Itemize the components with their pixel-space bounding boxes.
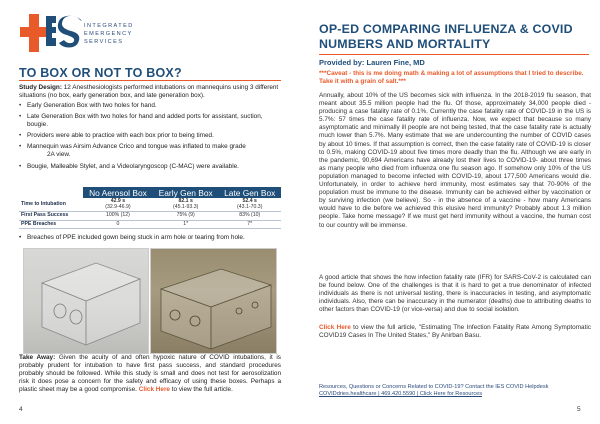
table-row-label: PPE Breaches (19, 220, 83, 229)
paragraph (319, 324, 591, 340)
ppe-breach-note: • Breaches of PPE included gown being stuck in arm hole or tearing from hole. (19, 234, 281, 242)
right-page (300, 0, 600, 424)
table-row-label: Time to Intubation (19, 198, 83, 212)
paragraph: A good article that shows the how infection fatality rate (IFR) for SARS-CoV-2 is calculated can be found below. One of the challenges is that it is hard to get a true denominator of infected individuals as there is not universal testing, there is inaccuracies in testing, and asymptomatic individuals. Also, there can be inaccuracy in the numerator (deaths) due to attributing deaths to other factors than COVID-19 (or vice-versa) and due to social isolation. (319, 274, 591, 314)
paragraph-text: to view the full article, "Estimating The Infection Fatality Rate Among Symptomatic COVID19 Cases In The United States," By Anirban Basu. (319, 324, 591, 340)
logo-line: EMERGENCY (84, 31, 133, 37)
table-header: No Aerosol Box (83, 187, 153, 198)
acrylic-box-icon (24, 249, 149, 354)
table-header: Early Gen Box (153, 187, 219, 198)
study-text: 12 Anesthesiologists performed intubations on mannequins using 3 different situations (no box, early generation box, and late generation box). (19, 84, 279, 100)
table-cell (83, 198, 153, 212)
table-cell: 75% (9) (153, 212, 219, 221)
early-gen-box-photo (23, 248, 149, 354)
study-design (19, 84, 281, 100)
left-title: TO BOX OR NOT TO BOX? (19, 66, 182, 80)
late-gen-box-photo (150, 248, 277, 354)
study-bullets (19, 102, 281, 174)
logo-line: SERVICES (84, 39, 124, 45)
table-cell: 0 (83, 220, 153, 229)
table-header: Late Gen Box (218, 187, 281, 198)
table-cell: 100% (12) (83, 212, 153, 221)
cell-range: (45.1-93.3) (172, 203, 199, 210)
logo-line: INTEGRATED (84, 23, 134, 29)
cell-value: 42.9 s (110, 198, 126, 204)
title-divider (319, 54, 589, 55)
table-cell (153, 198, 219, 212)
paragraph: Annually, about 10% of the US becomes sick with influenza. In the 2018-2019 flu season, that meant about 35.5 million people had the flu. Of those, approximately 34,000 people died - producing a case fatality rate of 0.1%. Currently the case fatality rate of COVID-19 in the US is 5.7%: 57 times the case fatality rate of influenza. Now, we expect that because so many asymptomatic and minimally ill people are not being tested, that the case fatality rate is actually much lower than 5.7%. Many estimate that we are undercounting the number of COVID cases by about 10 times. If that assumption is correct, then the case fatality rate of COVID-19 is closer to 0.5%, making COVID-19 about five times more deadly than the flu. Although we are early in the pandemic, 90,694 Americans have already lost their lives to COVID-19- about three times as many people who died from influenza one flu season ago. If somehow only 10% of the US population managed to become infected with COVID-19, about 177,500 Americans would die. Unfortunately, in order to achieve herd immunity, most estimates say that 70-90% of the population must be immune to the disease. Immunity can be achieved either by vaccination or by surviving infection (we believe). So - in the absence of a vaccine - how many Americans would have to die before we achieved this elusive herd immunity? Probably about 1.3 million people. Take home message? If we must get herd immunity without a vaccine, the human cost to our country will be immense. (319, 92, 591, 229)
table-row (19, 220, 281, 229)
list-item-text: Mannequin was Airsim Advance Crico and tongue was inflated to make grade (27, 143, 246, 151)
list-item: • Providers were able to practice with each box prior to being timed. (19, 132, 281, 140)
ies-logo-mark-icon (20, 8, 82, 58)
caveat: ***Caveat - this is me doing math & making a lot of assumptions that I tried to describe. Take it with a grain of salt.*** (319, 70, 584, 85)
table-row (19, 198, 281, 212)
list-item: • Late Generation Box with two holes for hand and added ports for assistant, suction, bougie. (19, 113, 281, 129)
table-cell: 1* (153, 220, 219, 229)
take-away (19, 354, 281, 394)
ies-logo (20, 8, 180, 58)
list-item: • Bougie, Malleable Stylet, and a Videolaryngoscop (C-MAC) were available. (19, 163, 281, 171)
cell-range: (32.9-46.9) (105, 203, 131, 210)
list-item-continuation: 2A view. (47, 151, 71, 159)
footer (319, 384, 591, 398)
table-header-row (19, 187, 281, 198)
takeaway-tail: to view the full article. (169, 386, 233, 394)
list-item: • Early Generation Box with two holes for hand. (19, 102, 281, 110)
page-number: 4 (19, 406, 23, 413)
article-link[interactable]: Click Here (319, 324, 351, 331)
acrylic-box-ports-icon (151, 249, 277, 354)
takeaway-text: Given the acuity of and often hypoxic nature of COVID intubations, it is probably prudent for intubation to have first pass success, and standard procedures probably should be followed. While this study is small and does not test for aerosolization risk it does pose a concern for the safety and efficacy of using these boxes. Perhaps a plastic sheet may be a good compromise. (19, 354, 281, 394)
footer-line: Resources, Questions or Concerns Related to COVID-19? Contact the IES COVID Helpdesk (319, 384, 549, 390)
table-cell: 7* (218, 220, 281, 229)
table-cell: 83% (10) (218, 212, 281, 221)
cell-value: 82.1 s (178, 198, 193, 204)
table-row (19, 212, 281, 221)
takeaway-label: Take Away: (19, 354, 56, 361)
page-number: 5 (577, 406, 581, 413)
right-title: OP-ED COMPARING INFLUENZA & COVID NUMBERS AND MORTALITY (319, 22, 573, 51)
cell-range: (43.1-70.3) (237, 203, 263, 210)
table-cell (218, 198, 281, 212)
logo-wordmark (84, 22, 134, 46)
full-article-link[interactable]: Click Here (138, 386, 170, 394)
title-divider (19, 80, 281, 81)
byline: Provided by: Lauren Fine, MD (319, 58, 425, 67)
table-header (19, 187, 83, 198)
study-label: Study Design: (19, 84, 62, 91)
cell-value: 52.4 s (242, 198, 257, 204)
results-table (19, 187, 281, 229)
list-item (19, 143, 281, 159)
helpdesk-contact-links[interactable]: COVIDdries.healthcare | 469.420.5590 | Click Here for Resources (319, 391, 483, 397)
table-row-label: First Pass Success (19, 212, 83, 221)
